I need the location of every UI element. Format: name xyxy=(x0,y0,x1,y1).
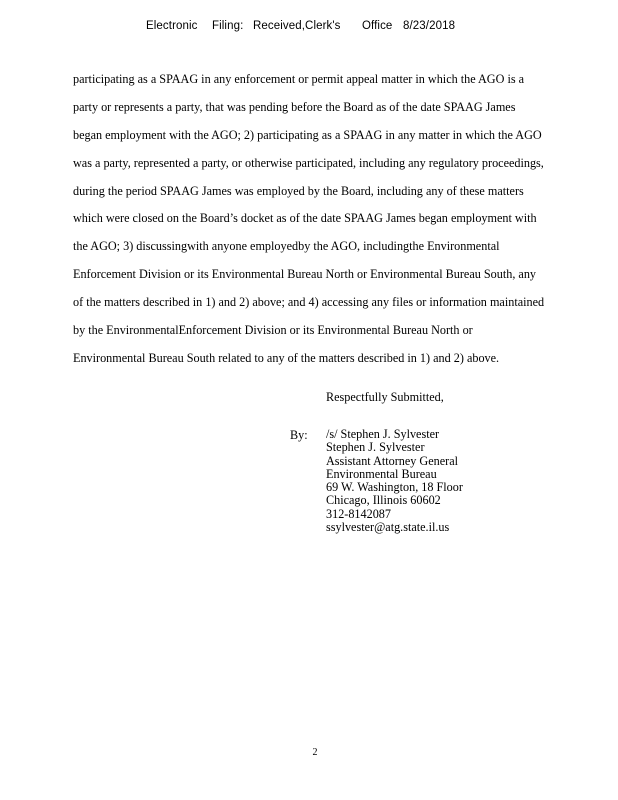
address-street: 69 W. Washington, 18 Floor xyxy=(326,480,463,495)
header-received: Received,Clerk's xyxy=(253,20,341,32)
body-line: during the period SPAAG James was employed by the Board, including any of these matters xyxy=(73,183,524,198)
by-label: By: xyxy=(290,428,308,442)
body-line: the AGO; 3) discussingwith anyone employedby the AGO, includingthe Environmental xyxy=(73,239,500,254)
signatory-title: Assistant Attorney General xyxy=(326,453,459,468)
body-line: Environmental Bureau South related to any of the matters described in 1) and 2) above. xyxy=(73,350,500,365)
body-line: of the matters described in 1) and 2) above; and 4) accessing any files or information maintained xyxy=(73,295,545,310)
header-date: 8/23/2018 xyxy=(403,20,456,32)
signature-line: /s/ Stephen J. Sylvester xyxy=(326,427,440,441)
body-line: which were closed on the Board’s docket as of the date SPAAG James began employment with xyxy=(73,211,537,226)
header-filing: Filing: xyxy=(212,20,244,32)
body-line: Enforcement Division or its Environmental Bureau North or Environmental Bureau South, any xyxy=(73,267,537,282)
email-address: ssylvester@atg.state.il.us xyxy=(326,520,450,535)
body-line: participating as a SPAAG in any enforcement or permit appeal matter in which the AGO is a xyxy=(73,72,525,86)
closing-salutation: Respectfully Submitted, xyxy=(326,390,444,404)
page-number: 2 xyxy=(312,747,318,758)
phone-number: 312-8142087 xyxy=(326,506,391,521)
header-electronic: Electronic xyxy=(146,20,198,32)
signatory-name: Stephen J. Sylvester xyxy=(326,440,425,455)
body-line: began employment with the AGO; 2) participating as a SPAAG in any matter in which the AGO xyxy=(73,127,542,142)
header-office: Office xyxy=(362,20,393,32)
address-city: Chicago, Illinois 60602 xyxy=(326,493,441,508)
signature-block xyxy=(326,428,463,534)
signatory-bureau: Environmental Bureau xyxy=(326,466,437,481)
body-paragraph xyxy=(73,66,603,373)
body-line: by the EnvironmentalEnforcement Division or its Environmental Bureau North or xyxy=(73,323,473,338)
body-line: party or represents a party, that was pending before the Board as of the date SPAAG James xyxy=(73,99,516,114)
body-line: was a party, represented a party, or otherwise participated, including any regulatory proceedings, xyxy=(73,155,544,170)
